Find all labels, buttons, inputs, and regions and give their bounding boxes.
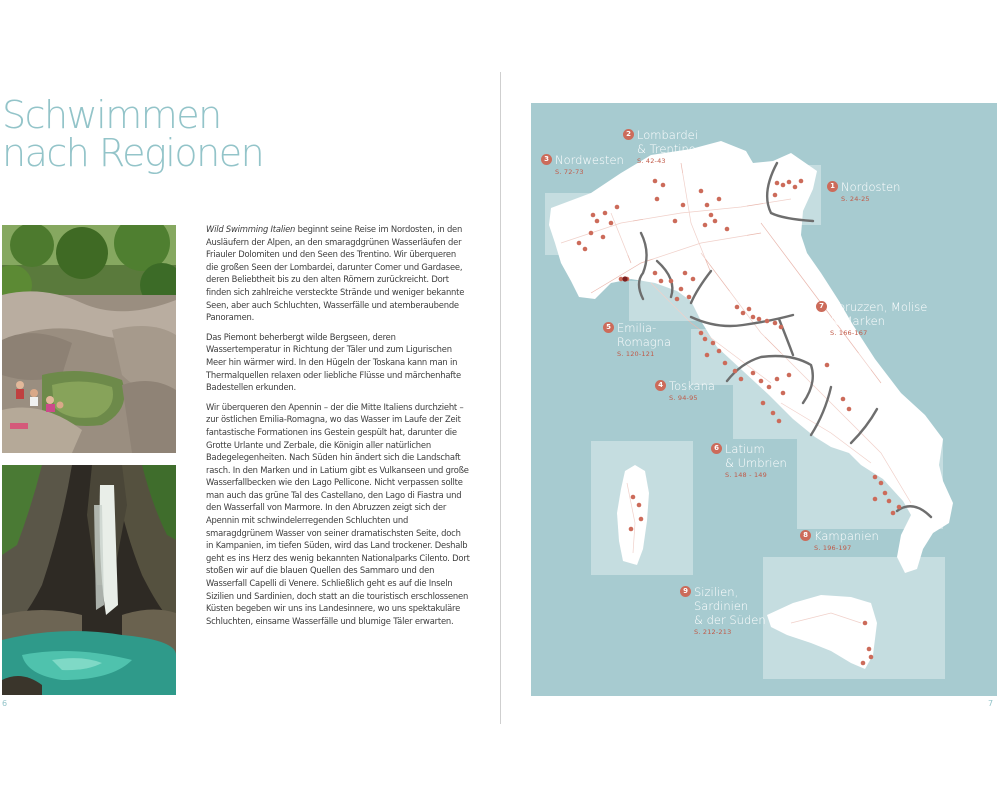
title-line-2: nach Regionen	[2, 131, 264, 175]
region-label-8	[800, 529, 879, 552]
location-marker-dark	[622, 276, 627, 281]
region-number-badge: 8	[800, 530, 811, 541]
book-title: Wild Swimming Italien	[206, 224, 296, 234]
region-number-badge: 3	[541, 154, 552, 165]
river-pool-photo-image	[2, 225, 176, 453]
region-label-9	[680, 585, 766, 636]
region-label-4	[655, 379, 715, 402]
paragraph-1-text: beginnt seine Reise im Nordosten, in den Ausläufern der Alpen, an den smaragdgrünen Wasserläufen der Friauler Dolomiten und den Seen des Trentino. Wir überqueren die großen Seen der Lombardei, darunter Comer und Gardasee, deren Beliebtheit bis zu den alten Römern zurückreicht. Dort finden sich zahlreiche versteckte Strände und weniger bekannte Seen, aber auch Schluchten, Wasserfälle und atemberaubende Panoramen.	[206, 224, 465, 323]
region-number-badge: 4	[655, 380, 666, 391]
region-name: Kampanien	[814, 529, 879, 543]
region-number-badge: 7	[816, 301, 827, 312]
page-number-right: 7	[988, 699, 994, 708]
region-page-ref: S. 24-25	[841, 195, 870, 203]
region-label-3	[541, 153, 624, 176]
paragraph-2: Das Piemont beherbergt wilde Bergseen, deren Wassertemperatur in Richtung der Täler und zum Ligurischen Meer hin wärmer wird. In den Hügeln der Toskana kann man in Thermalquellen relaxen oder liebliche Flüsse und märchenhafte Badestellen erkunden.	[206, 331, 461, 393]
region-label-6	[711, 442, 787, 479]
paragraph-3: Wir überqueren den Apennin – der die Mitte Italiens durchzieht – zur östlichen Emilia-Romagna, wo das Wasser im Laufe der Zeit fantastische Formationen ins Gestein gespült hat, darunter die Grotte Urlante und Zerbale, die Königin aller natürlichen Badegelegenheiten. Nach Süden hin ändert sich die Landschaft rasch. In den Marken und in Latium gibt es Vulkanseen und große Wasserfallbecken wie den Lago Pellicone. Nicht verpassen sollte man auch das grüne Tal des Castellano, den Lago di Fiastra und den Wasserfall von Marmore. In den Abruzzen zeigt sich der Apennin mit schwindelerregenden Schluchten und smaragdgrünem Wasser von seiner dramatischsten Seite, doch in Kampanien, im tiefen Süden, wird das Land trockener. Deshalb geht es ins Herz des wenig bekannten Nationalparks Cilento. Dort stoßen wir auf die blauen Quellen des Sammaro und den Wasserfall Capelli di Venere. Schließlich geht es auf die Inseln Sizilien und Sardinien, doch statt an die touristisch erschlossenen Küsten begeben wir uns ins Landesinnere, wo uns spektakuläre Schluchten, einsame Wasserfälle und blumige Täler erwarten.	[206, 401, 470, 626]
italy-regions-map	[531, 103, 997, 696]
region-name: Lombardei & Trentino	[637, 128, 698, 156]
region-label-2	[623, 128, 698, 165]
region-number-badge: 9	[680, 586, 691, 597]
book-gutter	[500, 72, 501, 724]
region-page-ref: S. 72-73	[555, 168, 584, 176]
intro-text	[206, 223, 470, 634]
waterfall-gorge-photo	[2, 465, 176, 695]
title-line-1: Schwimmen	[2, 93, 221, 137]
region-name: Sizilien, Sardinien & der Süden	[694, 585, 766, 627]
region-name: Abruzzen, Molise & Marken	[830, 300, 928, 328]
paragraph-1	[206, 223, 470, 324]
region-name: Emilia- Romagna	[617, 321, 671, 349]
region-label-5	[603, 321, 671, 358]
region-number-badge: 5	[603, 322, 614, 333]
region-page-ref: S. 212-213	[694, 628, 732, 636]
region-number-badge: 2	[623, 129, 634, 140]
region-page-ref: S. 94-95	[669, 394, 698, 402]
page-number-left: 6	[2, 699, 8, 708]
waterfall-gorge-photo-image	[2, 465, 176, 695]
region-label-1	[827, 180, 900, 203]
region-name: Toskana	[669, 379, 715, 393]
region-page-ref: S. 42-43	[637, 157, 666, 165]
page-title	[2, 93, 264, 175]
region-page-ref: S. 196-197	[814, 544, 852, 552]
region-page-ref: S. 120-121	[617, 350, 655, 358]
region-page-ref: S. 166-167	[830, 329, 868, 337]
river-pool-photo	[2, 225, 176, 453]
region-name: Nordosten	[841, 180, 901, 194]
region-label-7	[816, 300, 927, 337]
region-number-badge: 6	[711, 443, 722, 454]
region-name: Nordwesten	[555, 153, 624, 167]
region-page-ref: S. 148 - 149	[725, 471, 767, 479]
region-number-badge: 1	[827, 181, 838, 192]
region-name: Latium & Umbrien	[725, 442, 787, 470]
